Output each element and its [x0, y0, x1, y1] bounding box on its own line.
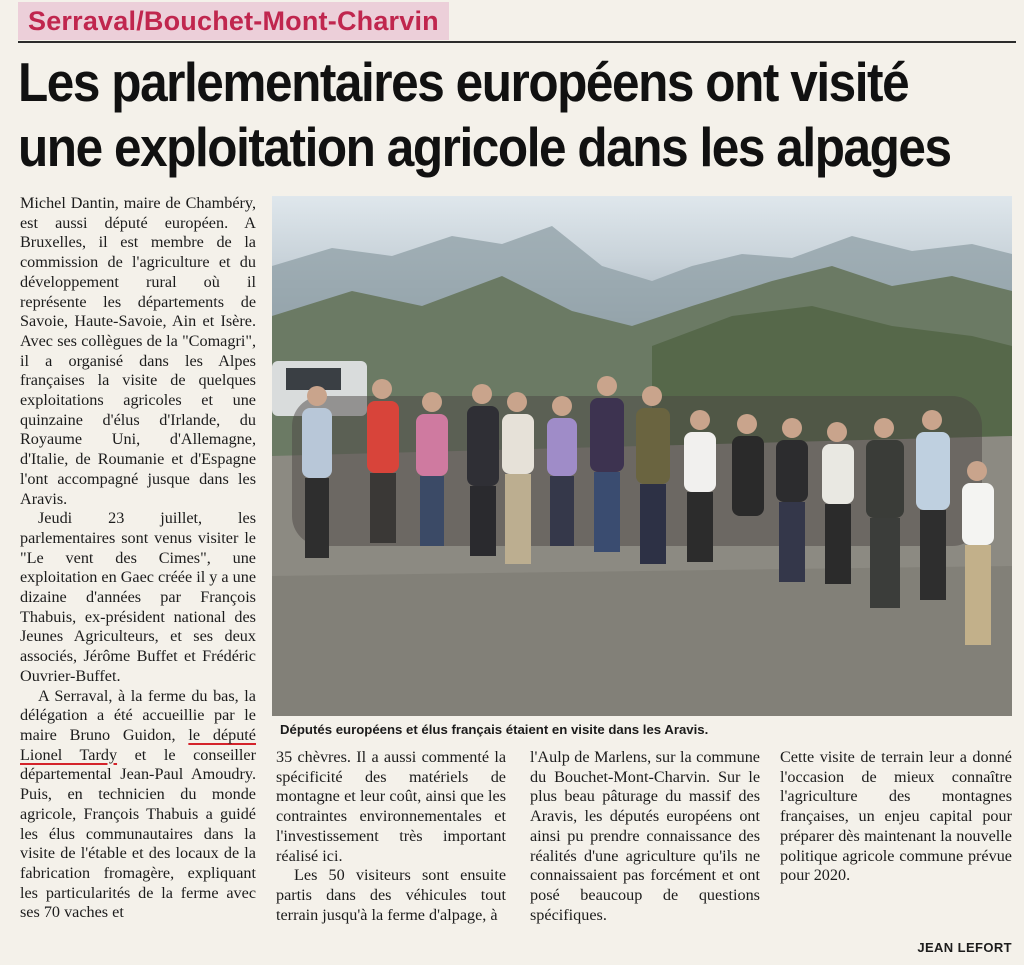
body-column-3	[530, 748, 760, 925]
author-byline: JEAN LEFORT	[917, 940, 1012, 955]
paragraph-serraval-end: et le conseiller départemental Jean-Paul Amoudry. Puis, en technicien du monde agricole, François Thabuis a guidé les élus communautaires dans la visite de l'étable et des locaux de la fabrication fromagère, expliquant les particularités de la ferme avec ses 70 vaches et	[20, 745, 256, 922]
body-column-1	[20, 194, 256, 962]
paragraph-intro: Michel Dantin, maire de Chambéry, est aussi député européen. A Bruxelles, il est membre de la commission de l'agriculture et du développement rural où il représente les départements de Savoie, Haute-Savoie, Ain et Isère. Avec ses collègues de la "Comagri", il a organisé dans les Alpes françaises la visite de quelques exploitations agricoles et une quinzaine d'élus d'Irlande, du Royaume Uni, d'Allemagne, d'Italie, de Roumanie et d'Espagne l'ont accompagné jusque dans les Aravis.	[20, 194, 256, 508]
article-headline	[18, 50, 951, 180]
paragraph-goats: 35 chèvres. Il a aussi commenté la spécificité des matériels de montagne et leur coût, ainsi que les contraintes environnementales et l'investissement très important réalisé ici.	[276, 748, 506, 865]
photo-illustration	[272, 196, 1012, 716]
paragraph-aulp: l'Aulp de Marlens, sur la commune du Bouchet-Mont-Charvin. Sur le plus beau pâturage du massif des Aravis, les députés européens ont ainsi pu prendre connaissance des réalités d'une agriculture qu'ils ne connaissaient pas forcément et ont posé beaucoup de questions spécifiques.	[530, 748, 760, 924]
group-photo	[272, 196, 1012, 716]
body-column-4	[780, 748, 1012, 886]
photo-caption: Députés européens et élus français étaient en visite dans les Aravis.	[280, 722, 709, 737]
rubric-divider	[18, 41, 1016, 43]
highlighted-name: le député Lionel Tardy	[20, 725, 256, 764]
body-column-2	[276, 748, 506, 925]
headline-line-1: Les parlementaires européens ont visité	[18, 51, 909, 113]
section-rubric: Serraval/Bouchet-Mont-Charvin	[18, 2, 449, 40]
paragraph-visit: Jeudi 23 juillet, les parlementaires sont venus visiter le "Le vent des Cimes", une exploitation en Gaec créée il y a une dizaine d'années par François Thabuis, ex-président national des Jeunes Agriculteurs, et ses deux associés, Jérôme Buffet et Frédéric Ouvrier-Buffet.	[20, 509, 256, 685]
paragraph-visitors: Les 50 visiteurs sont ensuite partis dans des véhicules tout terrain jusqu'à la ferme d'alpage, à	[276, 866, 506, 924]
headline-line-2: une exploitation agricole dans les alpages	[18, 116, 951, 178]
paragraph-serraval	[20, 687, 256, 923]
paragraph-serraval-start: A Serraval, à la ferme du bas, la délégation a été accueillie par le maire Bruno Guidon,	[20, 686, 256, 744]
paragraph-conclusion: Cette visite de terrain leur a donné l'occasion de mieux connaître l'agriculture des montagnes françaises, un enjeu capital pour préparer dès maintenant la nouvelle politique agricole commune prévue pour 2020.	[780, 748, 1012, 885]
